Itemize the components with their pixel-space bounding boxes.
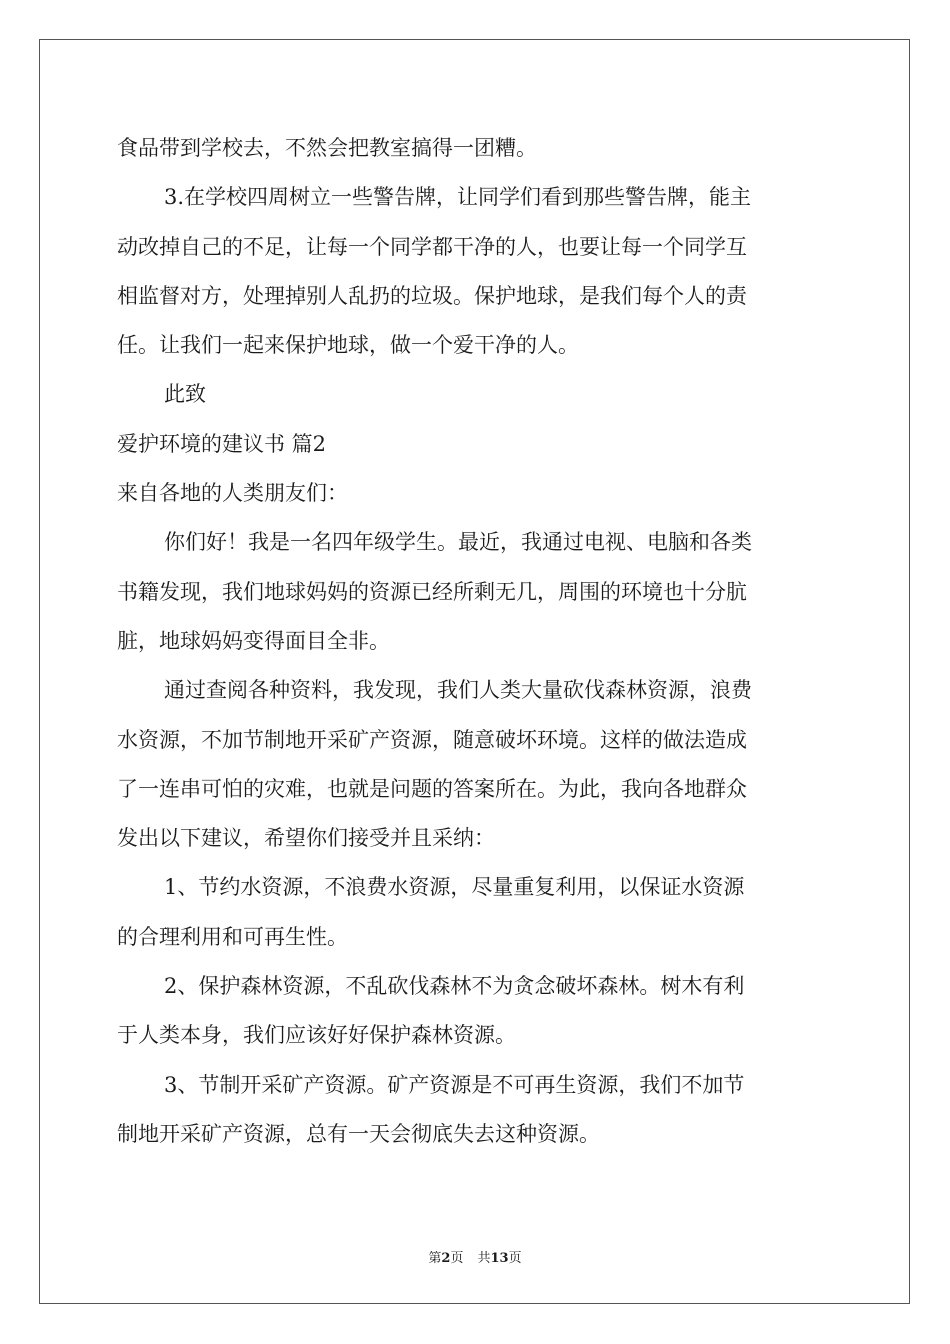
page-footer (0, 1247, 950, 1266)
footer-page-suffix: 页 (450, 1251, 464, 1266)
text-line: 脏，地球妈妈变得面目全非。 (117, 628, 390, 653)
text-line: 发出以下建议，希望你们接受并且采纳： (117, 826, 495, 851)
greeting: 来自各地的人类朋友们： (117, 481, 348, 506)
footer-total-prefix: 共 (477, 1251, 491, 1266)
text-line: 2、保护森林资源，不乱砍伐森林不为贪念破坏森林。树木有利 (164, 974, 745, 999)
text-line: 1、节约水资源，不浪费水资源，尽量重复利用，以保证水资源 (164, 875, 745, 900)
document-body (117, 124, 833, 1159)
text-line: 3、节制开采矿产资源。矿产资源是不可再生资源，我们不加节 (164, 1072, 745, 1097)
footer-total-suffix: 页 (508, 1251, 522, 1266)
footer-prefix: 第 (428, 1251, 442, 1266)
text-line: 制地开采矿产资源，总有一天会彻底失去这种资源。 (117, 1121, 600, 1146)
text-line: 任。让我们一起来保护地球，做一个爱干净的人。 (117, 333, 579, 358)
text-line: 通过查阅各种资料，我发现，我们人类大量砍伐森林资源，浪费 (164, 678, 752, 703)
text-line: 了一连串可怕的灾难，也就是问题的答案所在。为此，我向各地群众 (117, 776, 747, 801)
section-heading: 爱护环境的建议书 篇2 (117, 431, 327, 456)
text-line: 的合理利用和可再生性。 (117, 924, 348, 949)
footer-page-number: 2 (441, 1251, 451, 1266)
footer-total-pages: 13 (490, 1251, 509, 1266)
text-line: 食品带到学校去，不然会把教室搞得一团糟。 (117, 136, 537, 160)
text-line: 3.在学校四周树立一些警告牌，让同学们看到那些警告牌，能主 (164, 185, 752, 210)
text-line: 相监督对方，处理掉别人乱扔的垃圾。保护地球，是我们每个人的责 (117, 283, 747, 308)
text-line: 动改掉自己的不足，让每一个同学都干净的人，也要让每一个同学互 (117, 234, 747, 259)
text-line: 你们好！我是一名四年级学生。最近，我通过电视、电脑和各类 (164, 530, 752, 555)
text-line: 于人类本身，我们应该好好保护森林资源。 (117, 1023, 516, 1048)
closing-salutation: 此致 (164, 382, 206, 407)
text-line: 水资源，不加节制地开采矿产资源，随意破坏环境。这样的做法造成 (117, 727, 747, 752)
text-line: 书籍发现，我们地球妈妈的资源已经所剩无几，周围的环境也十分肮 (117, 579, 747, 604)
